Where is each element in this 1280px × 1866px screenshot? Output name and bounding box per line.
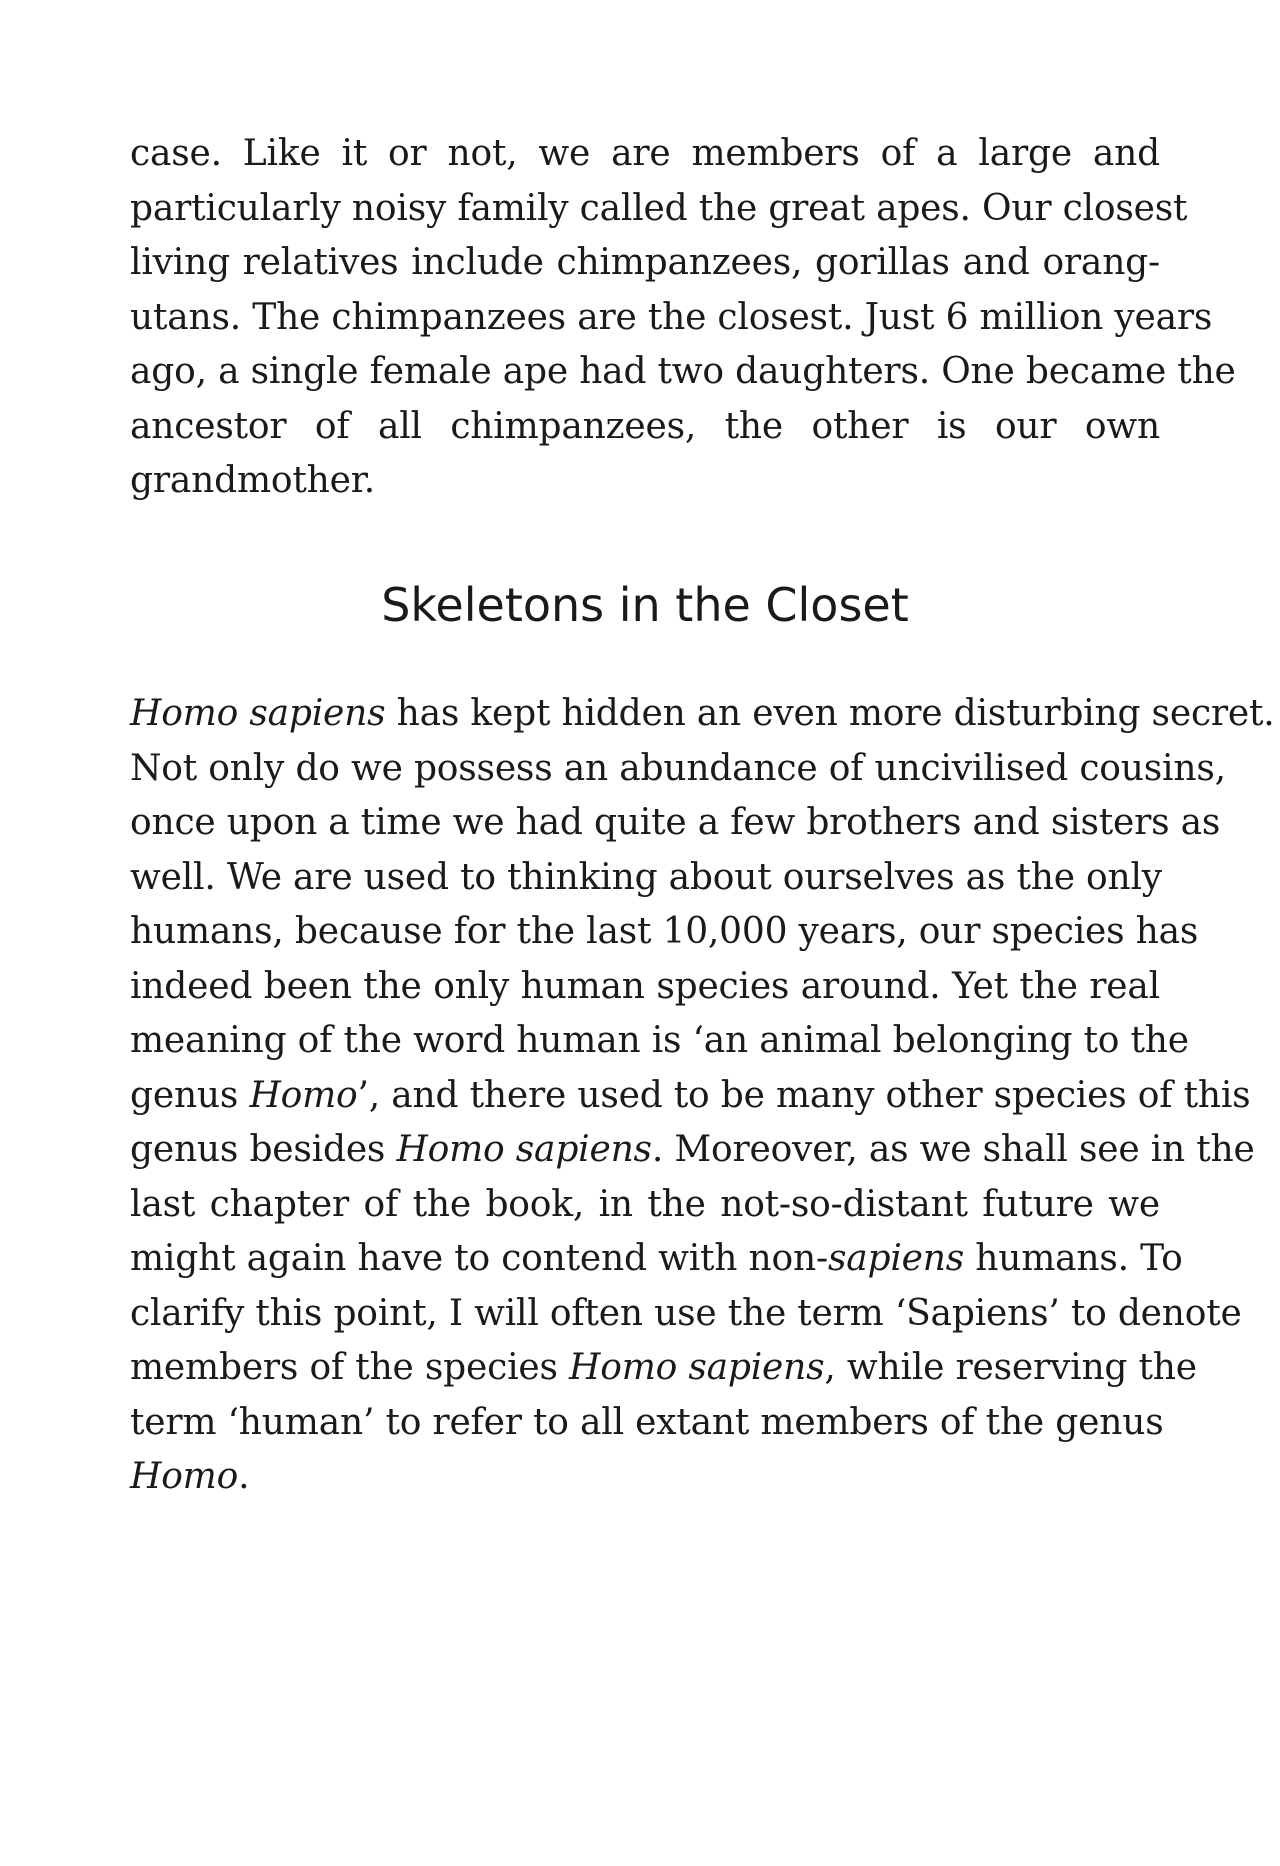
italic-term: Homo sapiens bbox=[569, 1347, 825, 1388]
text-line: humans, because for the last 10,000 years, our species has bbox=[130, 911, 1199, 952]
italic-term: Homo sapiens bbox=[130, 693, 386, 734]
text-run: members of the species bbox=[130, 1347, 570, 1388]
italic-term: Homo bbox=[130, 1456, 239, 1497]
paragraph-skeletons bbox=[130, 687, 1275, 1505]
text-line: particularly noisy family called the great apes. Our closest bbox=[130, 187, 1188, 229]
text-run: ’, and there used to be many other species of this bbox=[357, 1074, 1251, 1116]
text-line bbox=[130, 1450, 1160, 1505]
text-line: grandmother. bbox=[130, 460, 376, 501]
text-run: , while reserving the bbox=[824, 1347, 1197, 1388]
text-line bbox=[130, 1123, 1255, 1178]
text-line: indeed been the only human species around. Yet the real bbox=[130, 965, 1160, 1007]
text-line: well. We are used to thinking about ourselves as the only bbox=[130, 856, 1162, 898]
text-run: genus besides bbox=[130, 1129, 397, 1170]
text-line bbox=[130, 1232, 1183, 1287]
text-line: term ‘human’ to refer to all extant members of the genus bbox=[130, 1401, 1164, 1443]
text-line: last chapter of the book, in the not-so-distant future we bbox=[130, 1183, 1160, 1225]
paragraph-intro-end bbox=[130, 127, 1236, 509]
text-run: . Moreover, as we shall see in the bbox=[651, 1129, 1255, 1170]
text-line: ago, a single female ape had two daughters. One became the bbox=[130, 351, 1236, 392]
section-heading: Skeletons in the Closet bbox=[381, 578, 909, 632]
text-run: genus bbox=[130, 1074, 250, 1116]
text-line: utans. The chimpanzees are the closest. Just 6 million years bbox=[130, 296, 1213, 338]
text-run: has kept hidden an even more disturbing secret. bbox=[385, 693, 1275, 734]
italic-term: sapiens bbox=[827, 1238, 964, 1279]
italic-term: Homo bbox=[249, 1074, 358, 1116]
text-line: Not only do we possess an abundance of uncivilised cousins, bbox=[130, 747, 1226, 789]
text-line: once upon a time we had quite a few brothers and sisters as bbox=[130, 802, 1221, 843]
text-line bbox=[130, 1069, 1251, 1124]
text-run: . bbox=[238, 1456, 250, 1497]
italic-term: Homo sapiens bbox=[396, 1129, 652, 1170]
text-run: humans. To bbox=[964, 1238, 1183, 1279]
text-line: meaning of the word human is ‘an animal belonging to the bbox=[130, 1020, 1189, 1061]
text-line: living relatives include chimpanzees, gorillas and orang- bbox=[130, 242, 1160, 283]
text-line bbox=[130, 1341, 1197, 1396]
text-line: clarify this point, I will often use the term ‘Sapiens’ to denote bbox=[130, 1292, 1242, 1334]
text-run: might again have to contend with non- bbox=[130, 1238, 828, 1279]
text-line: case. Like it or not, we are members of a large and bbox=[130, 133, 1160, 174]
text-line bbox=[130, 687, 1275, 742]
text-line: ancestor of all chimpanzees, the other is our own bbox=[130, 405, 1160, 447]
